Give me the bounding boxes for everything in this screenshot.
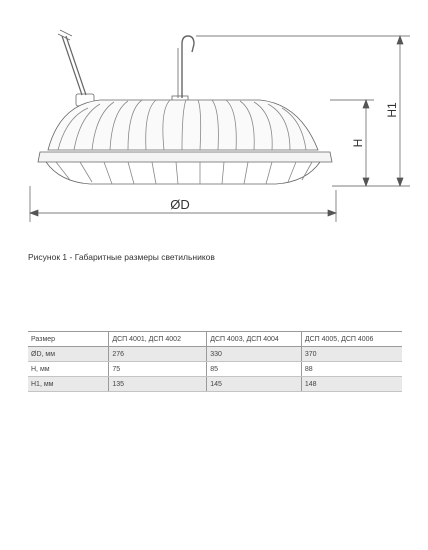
bottom-grille	[56, 162, 312, 184]
table-row	[28, 347, 402, 362]
dimensions-table	[28, 331, 402, 392]
table-cell: Н, мм	[28, 362, 109, 377]
table-cell: 75	[109, 362, 207, 377]
table-row	[28, 377, 402, 392]
header-cell: Размер	[28, 332, 109, 347]
table-cell: 148	[301, 377, 402, 392]
table-cell: 85	[207, 362, 302, 377]
table-cell: 135	[109, 377, 207, 392]
table-cell: ØD, мм	[28, 347, 109, 362]
dimension-drawing	[0, 0, 428, 240]
table-cell: 88	[301, 362, 402, 377]
cable	[62, 36, 82, 95]
label-h1: H1	[385, 102, 399, 118]
header-cell: ДСП 4005, ДСП 4006	[301, 332, 402, 347]
table-cell: 145	[207, 377, 302, 392]
header-cell: ДСП 4001, ДСП 4002	[109, 332, 207, 347]
label-h: H	[351, 138, 365, 148]
label-d: ØD	[170, 197, 190, 212]
table-cell: 370	[301, 347, 402, 362]
table-cell: 330	[207, 347, 302, 362]
table-cell: 276	[109, 347, 207, 362]
header-cell: ДСП 4003, ДСП 4004	[207, 332, 302, 347]
table-header-row	[28, 332, 402, 347]
hook	[182, 36, 194, 98]
table-row	[28, 362, 402, 377]
table-cell: Н1, мм	[28, 377, 109, 392]
heatsink-body	[48, 100, 318, 150]
figure-caption: Рисунок 1 - Габаритные размеры светильников	[28, 252, 215, 262]
